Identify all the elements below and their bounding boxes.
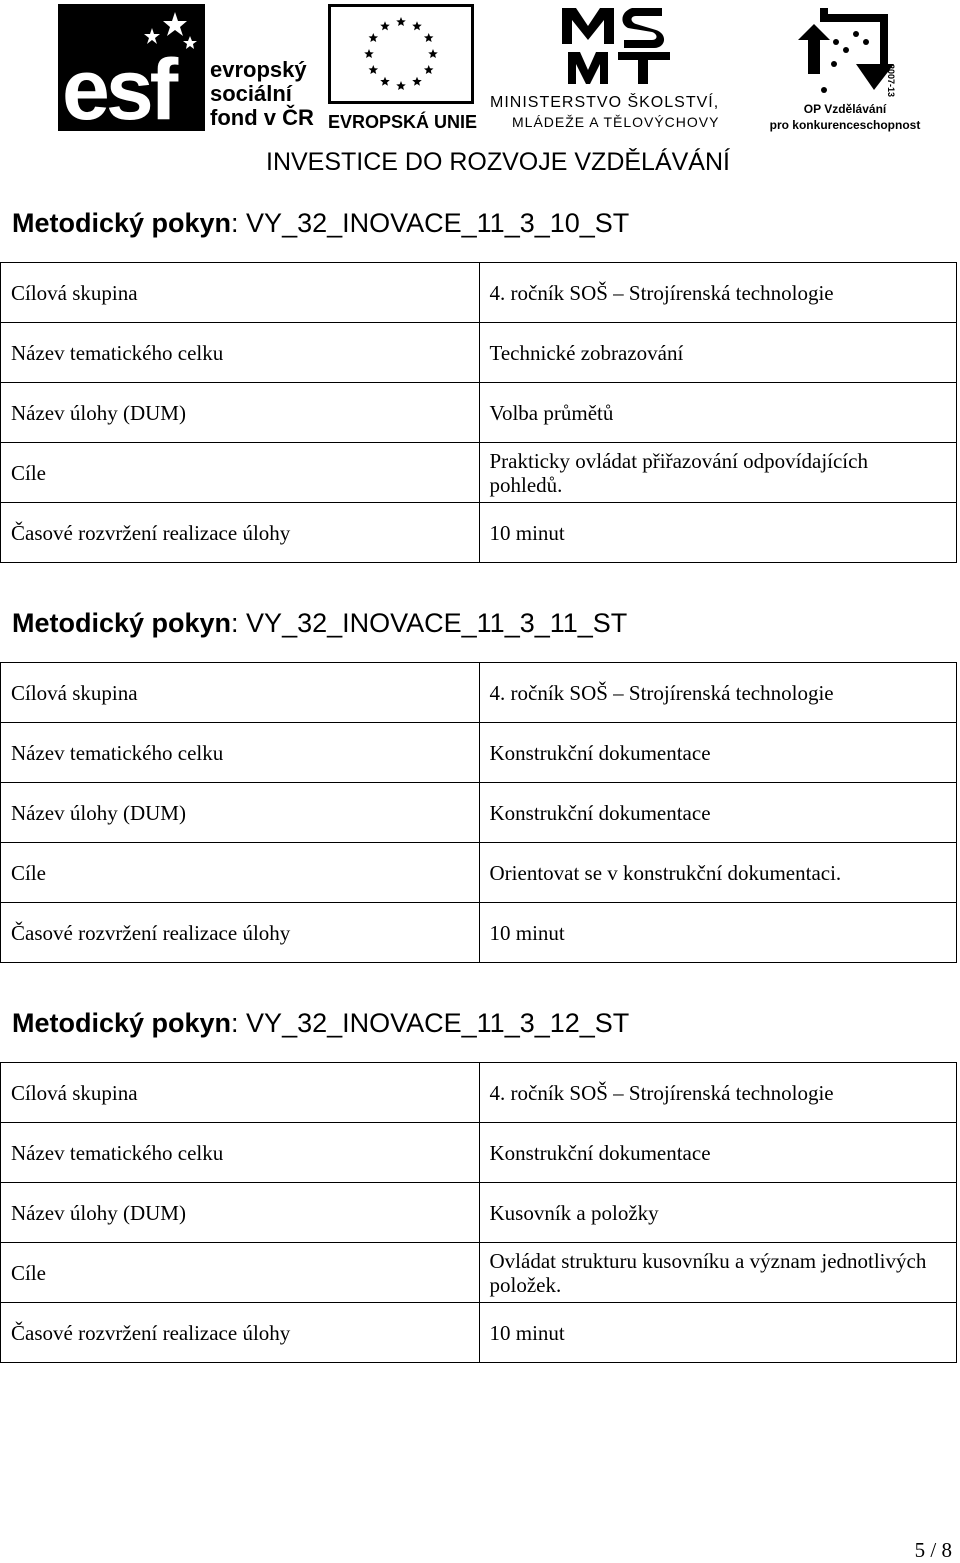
msmt-line-2: MLÁDEŽE A TĚLOVÝCHOVY: [512, 114, 720, 130]
row-value: Konstrukční dokumentace: [479, 723, 957, 783]
row-key: Časové rozvržení realizace úlohy: [1, 1303, 480, 1363]
section-title: [12, 208, 629, 239]
eu-star-icon: [380, 77, 390, 86]
info-table: [0, 1062, 957, 1363]
table-row: [1, 1123, 957, 1183]
table-row: [1, 323, 957, 383]
row-value: Kusovník a položky: [479, 1183, 957, 1243]
msmt-monogram-icon: [558, 4, 678, 88]
op-vzdelavani-mark-icon: [794, 4, 898, 100]
esf-mark: [58, 4, 205, 138]
eu-flag: [328, 4, 474, 104]
row-key: Název úlohy (DUM): [1, 383, 480, 443]
eu-stars-icon: [331, 7, 471, 101]
row-value: Konstrukční dokumentace: [479, 783, 957, 843]
row-key: Cíle: [1, 1243, 480, 1303]
table-row: [1, 783, 957, 843]
table-row: [1, 723, 957, 783]
row-value: Prakticky ovládat přiřazování odpovídajících pohledů.: [479, 443, 957, 503]
eu-star-icon: [428, 49, 438, 58]
eu-star-icon: [369, 65, 379, 74]
row-key: Cíle: [1, 443, 480, 503]
table-row: [1, 663, 957, 723]
row-value: Ovládat strukturu kusovníku a význam jednotlivých položek.: [479, 1243, 957, 1303]
section-title-label: Metodický pokyn: [12, 1008, 232, 1038]
section-title-label: Metodický pokyn: [12, 208, 232, 238]
section-title-code: : VY_32_INOVACE_11_3_11_ST: [231, 608, 628, 638]
esf-line-3: fond v ČR: [210, 105, 314, 130]
row-key: Název tematického celku: [1, 323, 480, 383]
banner-title: INVESTICE DO ROZVOJE VZDĚLÁVÁNÍ: [266, 148, 730, 176]
eu-star-icon: [396, 17, 406, 26]
row-key: Název úlohy (DUM): [1, 783, 480, 843]
row-value: 4. ročník SOŠ – Strojírenská technologie: [479, 663, 957, 723]
eu-star-icon: [424, 65, 434, 74]
table-row: [1, 443, 957, 503]
table-row: [1, 1183, 957, 1243]
esf-caption: [210, 58, 314, 130]
row-key: Časové rozvržení realizace úlohy: [1, 903, 480, 963]
row-key: Cílová skupina: [1, 1063, 480, 1123]
op-year: 2007-13: [886, 64, 896, 98]
msmt-logo: [490, 4, 752, 132]
table-row: [1, 383, 957, 443]
section-title-code: : VY_32_INOVACE_11_3_12_ST: [231, 1008, 630, 1038]
section-title: [12, 608, 627, 639]
section-title: [12, 1008, 629, 1039]
eu-star-icon: [412, 21, 422, 30]
row-value: Volba průmětů: [479, 383, 957, 443]
esf-letters: esf: [62, 42, 175, 138]
table-row: [1, 1303, 957, 1363]
section-title-label: Metodický pokyn: [12, 608, 232, 638]
page-number: 5 / 8: [914, 1538, 952, 1562]
msmt-line-1: MINISTERSTVO ŠKOLSTVÍ,: [490, 94, 720, 111]
table-row: [1, 1243, 957, 1303]
logo-header: [0, 0, 960, 185]
op-logo: [760, 4, 930, 132]
eu-star-icon: [380, 21, 390, 30]
eu-caption: EVROPSKÁ UNIE: [328, 112, 478, 132]
row-key: Cíle: [1, 843, 480, 903]
eu-logo: [328, 4, 480, 132]
section-title-code: : VY_32_INOVACE_11_3_10_ST: [231, 208, 630, 238]
table-row: [1, 843, 957, 903]
eu-star-icon: [424, 33, 434, 42]
esf-line-1: evropský: [210, 57, 307, 82]
info-table: [0, 262, 957, 563]
table-row: [1, 503, 957, 563]
row-key: Název tematického celku: [1, 1123, 480, 1183]
row-key: Název úlohy (DUM): [1, 1183, 480, 1243]
row-key: Časové rozvržení realizace úlohy: [1, 503, 480, 563]
row-value: 10 minut: [479, 503, 957, 563]
row-value: 10 minut: [479, 1303, 957, 1363]
op-line-2: pro konkurenceschopnost: [769, 118, 921, 132]
eu-star-icon: [369, 33, 379, 42]
op-line-1: OP Vzdělávání: [803, 102, 887, 116]
table-row: [1, 903, 957, 963]
eu-star-icon: [364, 49, 374, 58]
row-key: Cílová skupina: [1, 663, 480, 723]
eu-star-icon: [412, 77, 422, 86]
row-value: 4. ročník SOŠ – Strojírenská technologie: [479, 263, 957, 323]
row-key: Název tematického celku: [1, 723, 480, 783]
row-value: Technické zobrazování: [479, 323, 957, 383]
row-key: Cílová skupina: [1, 263, 480, 323]
table-row: [1, 1063, 957, 1123]
table-row: [1, 263, 957, 323]
eu-star-icon: [396, 81, 406, 90]
esf-logo: [58, 4, 315, 138]
info-table: [0, 662, 957, 963]
row-value: 10 minut: [479, 903, 957, 963]
row-value: Konstrukční dokumentace: [479, 1123, 957, 1183]
esf-line-2: sociální: [210, 81, 292, 106]
row-value: Orientovat se v konstrukční dokumentaci.: [479, 843, 957, 903]
row-value: 4. ročník SOŠ – Strojírenská technologie: [479, 1063, 957, 1123]
